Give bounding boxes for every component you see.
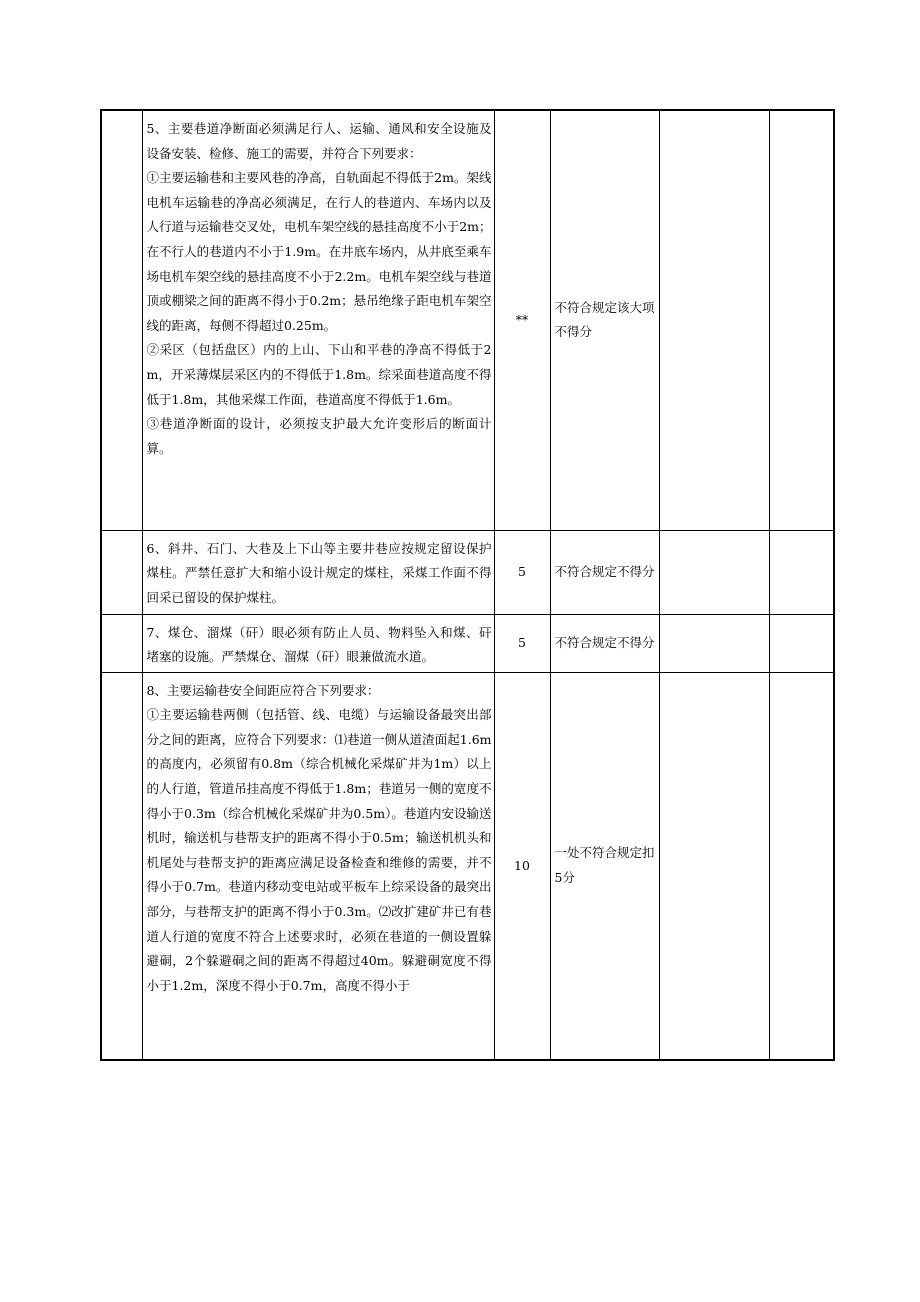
category-cell	[101, 614, 142, 672]
requirement-cell: 6、斜井、石门、大巷及上下山等主要井巷应按规定留设保护煤柱。严禁任意扩大和缩小设计规定的煤柱，采煤工作面不得回采已留设的保护煤柱。	[142, 530, 494, 614]
requirement-cell: 7、煤仓、溜煤（矸）眼必须有防止人员、物料坠入和煤、矸堵塞的设施。严禁煤仓、溜煤（矸）眼兼做流水道。	[142, 614, 494, 672]
requirement-cell: 5、主要巷道净断面必须满足行人、运输、通风和安全设施及设备安装、检修、施工的需要，并符合下列要求： ①主要运输巷和主要风巷的净高，自轨面起不得低于2m。架线电机车运输巷的净高必须满足，在行人的巷道内、车场内以及人行道与运输巷交叉处，电机车架空线的悬挂高度不小于2m；在不行人的巷道内不小于1.9m。在井底车场内，从井底至乘车场电机车架空线的悬挂高度不小于2.2m。电机车架空线与巷道顶或棚梁之间的距离不得小于0.2m；悬吊绝缘子距电机车架空线的距离，每侧不得超过0.25m。 ②采区（包括盘区）内的上山、下山和平巷的净高不得低于2m，开采薄煤层采区内的不得低于1.8m。综采面巷道高度不得低于1.8m，其他采煤工作面，巷道高度不得低于1.6m。 ③巷道净断面的设计，必须按支护最大允许变形后的断面计算。	[142, 110, 494, 530]
category-cell	[101, 672, 142, 1060]
score-cell: 5	[494, 530, 550, 614]
table-row	[101, 530, 834, 614]
scoring-method-cell: 不符合规定该大项不得分	[550, 110, 659, 530]
requirement-cell: 8、主要运输巷安全间距应符合下列要求： ①主要运输巷两侧（包括管、线、电缆）与运输设备最突出部分之间的距离，应符合下列要求：⑴巷道一侧从道渣面起1.6m的高度内，必须留有0.8m（综合机械化采煤矿井为1m）以上的人行道，管道吊挂高度不得低于1.8m；巷道另一侧的宽度不得小于0.3m（综合机械化采煤矿井为0.5m）。巷道内安设输送机时，输送机与巷帮支护的距离不得小于0.5m；输送机机头和机尾处与巷帮支护的距离应满足设备检查和维修的需要，并不得小于0.7m。巷道内移动变电站或平板车上综采设备的最突出部分，与巷帮支护的距离不得小于0.3m。⑵改扩建矿井已有巷道人行道的宽度不符合上述要求时，必须在巷道的一侧设置躲避硐，2个躲避硐之间的距离不得超过40m。躲避硐宽度不得小于1.2m，深度不得小于0.7m，高度不得小于	[142, 672, 494, 1060]
table-row	[101, 110, 834, 530]
table-row	[101, 614, 834, 672]
category-cell	[101, 530, 142, 614]
score-cell: **	[494, 110, 550, 530]
category-cell	[101, 110, 142, 530]
empty-cell	[769, 110, 834, 530]
scoring-method-cell: 不符合规定不得分	[550, 614, 659, 672]
empty-cell	[769, 530, 834, 614]
empty-cell	[769, 672, 834, 1060]
score-cell: 5	[494, 614, 550, 672]
empty-cell	[659, 530, 769, 614]
standards-table	[100, 109, 835, 1061]
scoring-method-cell: 一处不符合规定扣5分	[550, 672, 659, 1060]
score-cell: 10	[494, 672, 550, 1060]
empty-cell	[769, 614, 834, 672]
table-row	[101, 672, 834, 1060]
scoring-method-cell: 不符合规定不得分	[550, 530, 659, 614]
empty-cell	[659, 110, 769, 530]
empty-cell	[659, 614, 769, 672]
empty-cell	[659, 672, 769, 1060]
